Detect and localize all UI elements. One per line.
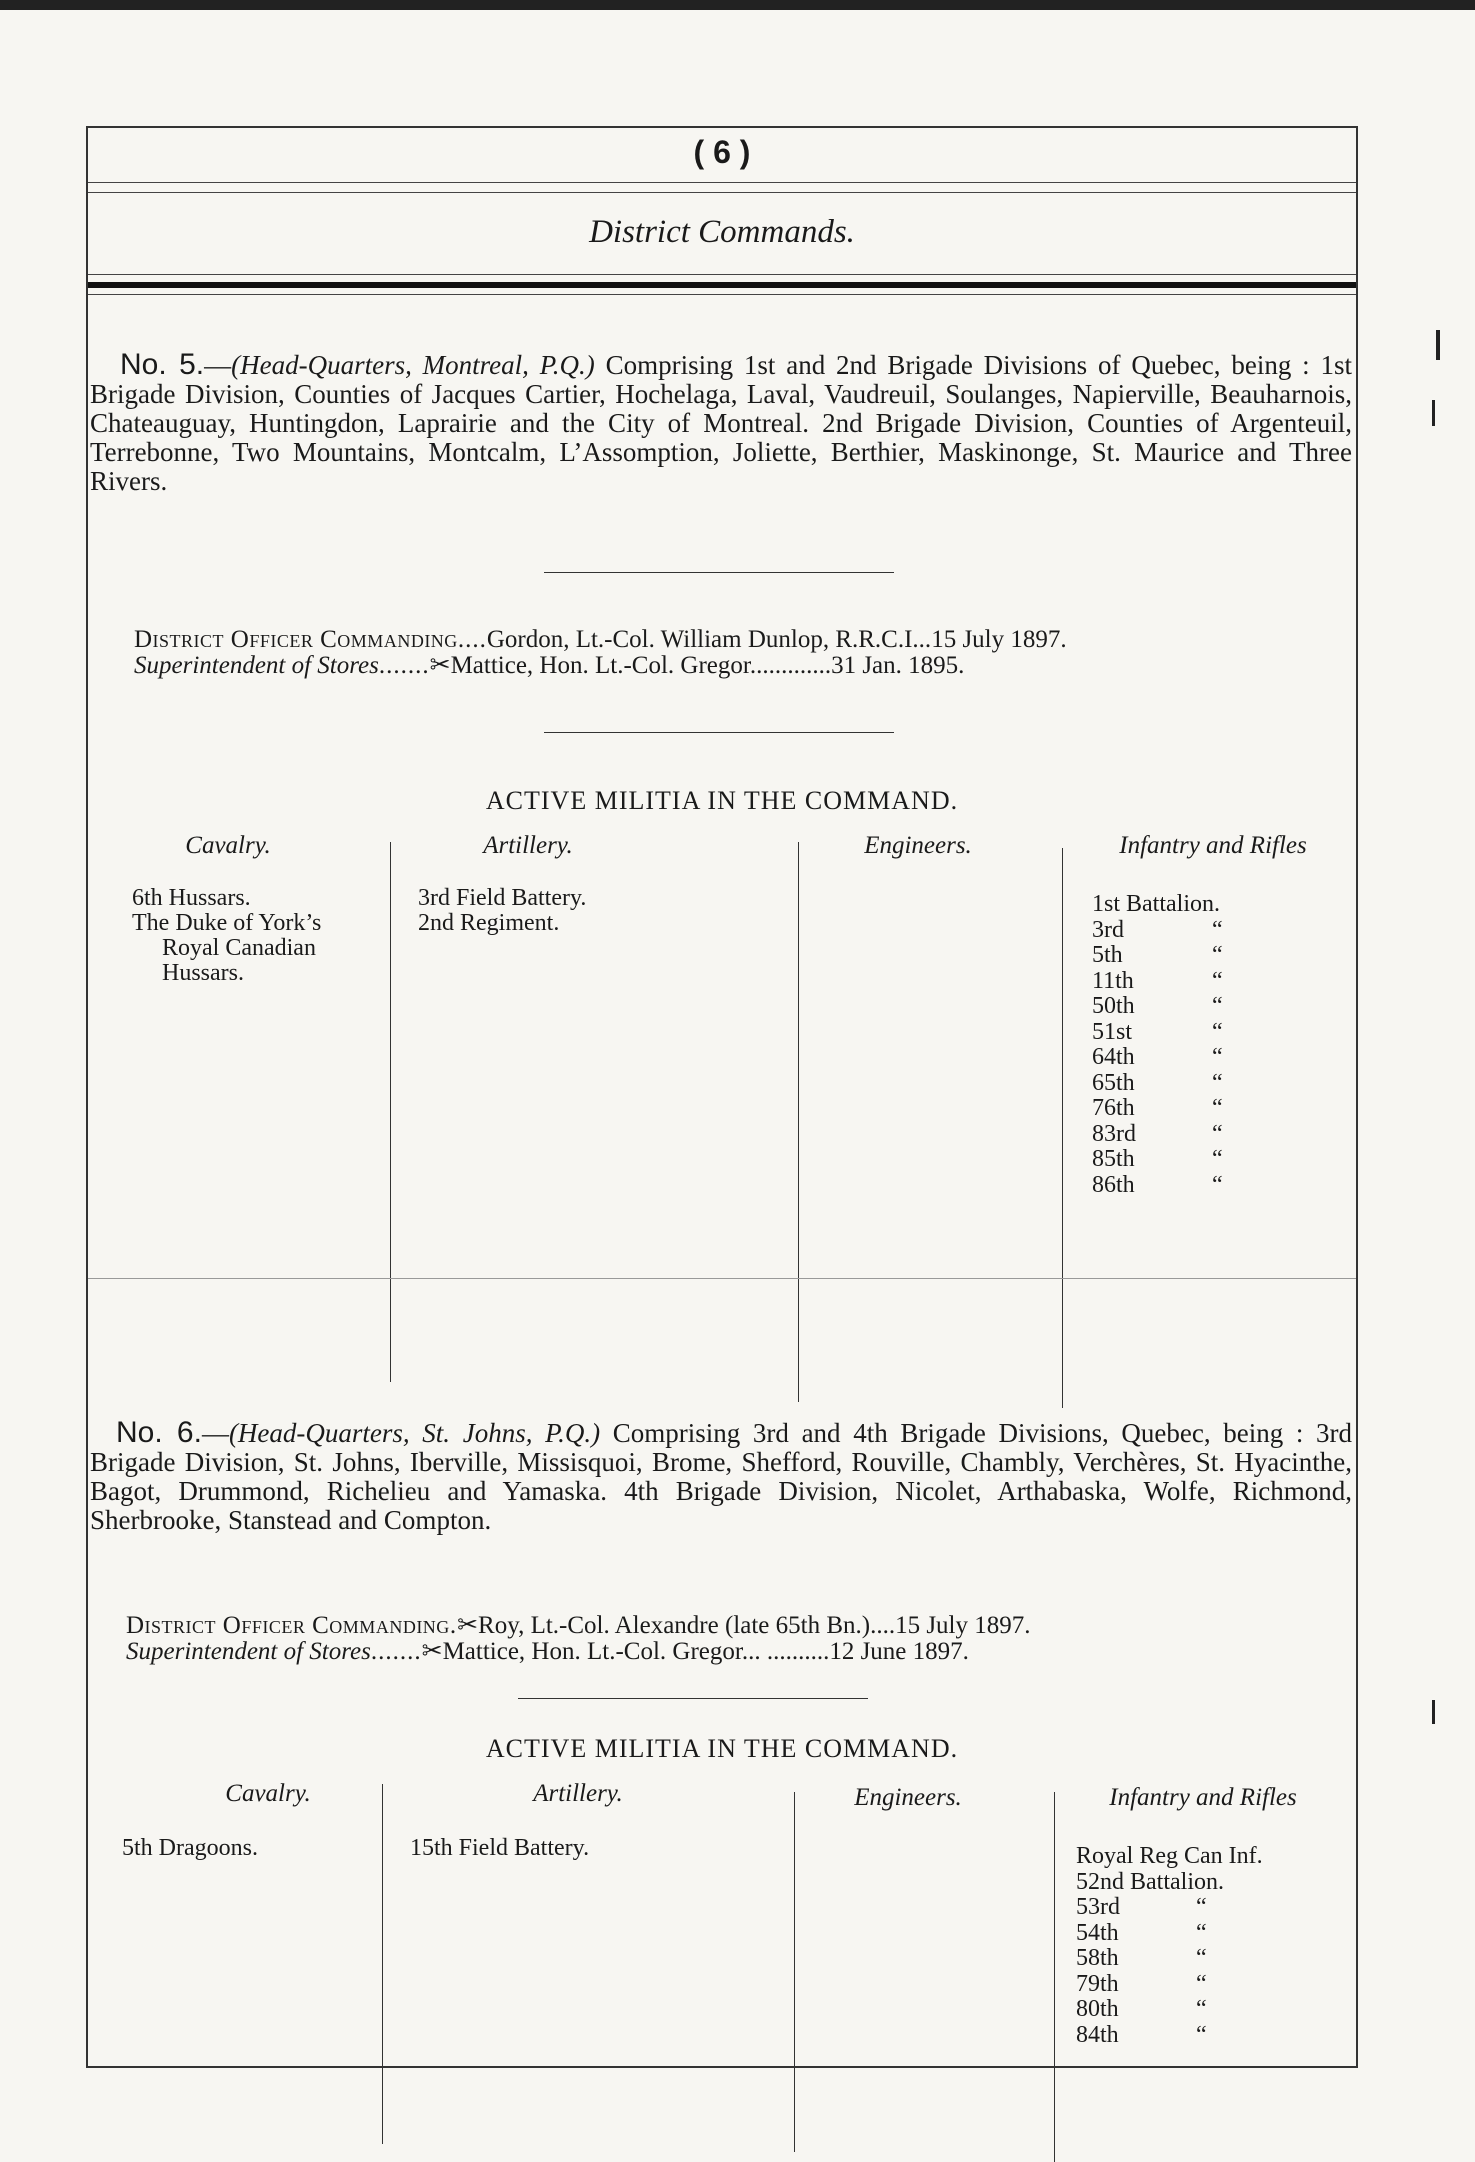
district-6-officer-line: District Officer Commanding.✂Roy, Lt.-Col. Alexandre (late 65th Bn.)....15 July 1897.: [126, 1612, 1031, 1639]
list-item: 50th “: [1092, 993, 1223, 1019]
stores-label: Superintendent of Stores: [134, 652, 379, 679]
section-divider: [518, 1698, 868, 1699]
district-5-cavalry-list: [132, 886, 321, 986]
stores-date: 12 June 1897.: [829, 1638, 969, 1665]
officer-label: District Officer Commanding: [134, 626, 458, 653]
list-item: 2nd Regiment.: [418, 910, 560, 936]
list-item: 65th “: [1092, 1069, 1223, 1096]
col-cavalry: Cavalry.: [185, 832, 271, 859]
list-item: 52nd Battalion.: [1076, 1868, 1224, 1895]
section-divider: [544, 732, 894, 733]
title-rule: [88, 274, 1356, 275]
page-frame: [86, 126, 1358, 2068]
column-divider: [798, 842, 799, 1402]
officer-name: Roy, Lt.-Col. Alexandre (late 65th Bn.)....: [478, 1612, 896, 1639]
title-rule: [88, 294, 1356, 295]
list-item: 84th “: [1076, 2021, 1207, 2048]
list-item: 5th “: [1092, 942, 1223, 968]
header-rule: [88, 192, 1356, 193]
officer-name: Gordon, Lt.-Col. William Dunlop, R.R.C.I...: [486, 626, 932, 653]
page-title: District Commands.: [589, 214, 855, 250]
district-6-cavalry-list: [122, 1836, 258, 1861]
district-5-infantry-list: [1092, 891, 1223, 1198]
district-5-headquarters: (Head-Quarters, Montreal, P.Q.): [231, 350, 595, 380]
district-5-artillery-list: [418, 886, 586, 936]
list-item: 6th Hussars.: [132, 885, 251, 911]
district-5-officer-line: District Officer Commanding....Gordon, Lt.-Col. William Dunlop, R.R.C.I...15 July 1897.: [134, 626, 1067, 653]
scissors-icon: ✂: [457, 1612, 479, 1639]
district-6-description: No. 6.—(Head-Quarters, St. Johns, P.Q.) Comprising 3rd and 4th Brigade Divisions, Quebec, being : 3rd Brigade Division, St. Johns, Iberville, Missisquoi, Brome, Shefford, Rouville, Chambly, Verchères, St. Hyacinthe, Bagot, Drummond, Richelieu and Yamaska. 4th Brigade Division, Nicolet, Arthabaska, Wolfe, Richmond, Sherbrooke, Stanstead and Compton.: [90, 1416, 1353, 1535]
section-separator: [88, 1278, 1356, 1279]
district-6-stores-line: Superintendent of Stores.......✂Mattice, Hon. Lt.-Col. Gregor... ..........12 June 1897.: [126, 1638, 969, 1665]
list-item: 3rd Field Battery.: [418, 885, 587, 911]
district-6-militia-heading: ACTIVE MILITIA IN THE COMMAND.: [485, 1734, 959, 1763]
list-item: 54th “: [1076, 1919, 1207, 1946]
column-divider: [1062, 848, 1063, 1408]
stores-label: Superintendent of Stores: [126, 1638, 371, 1665]
list-item: 64th “: [1092, 1044, 1223, 1070]
scan-margin-mark: [1432, 400, 1435, 426]
list-item: 53rd “: [1076, 1894, 1207, 1920]
district-6-text: Comprising 3rd and 4th Brigade Divisions, Quebec, being : 3rd Brigade Division, St. Johns, Iberville, Missisquoi, Brome, Shefford, Rouville, Chambly, Verchères, St. Hyacinthe, Bagot, Drummond, Richelieu and Yamaska. 4th Brigade Division, Nicolet, Arthabaska, Wolfe, Richmond, Sherbrooke, Stanstead and Compton.: [90, 1418, 1353, 1535]
scan-margin-mark: [1432, 1700, 1435, 1724]
list-item: 76th “: [1092, 1095, 1223, 1121]
list-item: 51st “: [1092, 1018, 1223, 1045]
list-item: 80th “: [1076, 1996, 1207, 2022]
district-5-stores-line: Superintendent of Stores.......✂Mattice, Hon. Lt.-Col. Gregor.............31 Jan. 1895.: [134, 652, 965, 679]
list-item: The Duke of York’s: [132, 910, 322, 936]
col-engineers: Engineers.: [864, 832, 972, 859]
title-rule-thick: [88, 282, 1356, 288]
stores-name: Mattice, Hon. Lt.-Col. Gregor.............: [450, 652, 832, 679]
scan-margin-mark: [1436, 330, 1440, 360]
scan-top-border: [0, 0, 1475, 10]
list-item: 58th “: [1076, 1945, 1207, 1971]
district-6-infantry-list: [1076, 1844, 1263, 2048]
column-divider: [794, 1792, 795, 2152]
list-item: 86th “: [1092, 1171, 1223, 1198]
col-artillery: Artillery.: [533, 1780, 623, 1807]
list-item: 83rd “: [1092, 1120, 1223, 1147]
list-item: 5th Dragoons.: [122, 1835, 258, 1861]
column-divider: [390, 842, 391, 1382]
list-item: 85th “: [1092, 1146, 1223, 1172]
section-divider: [544, 572, 894, 573]
column-divider: [382, 1784, 383, 2144]
list-item: 1st Battalion.: [1092, 891, 1220, 917]
officer-label: District Officer Commanding: [126, 1612, 450, 1639]
district-5-militia-heading: ACTIVE MILITIA IN THE COMMAND.: [485, 786, 959, 815]
col-artillery: Artillery.: [483, 832, 573, 859]
district-5-description: No. 5.—(Head-Quarters, Montreal, P.Q.) Comprising 1st and 2nd Brigade Divisions of Quebec, being : 1st Brigade Division, Counties of Jacques Cartier, Hochelaga, Laval, Vaudreuil, Soulanges, Napierville, Beauharnois, Chateauguay, Huntingdon, Laprairie and the City of Montreal. 2nd Brigade Division, Counties of Argenteuil, Terrebonne, Two Mountains, Montcalm, L’Assomption, Joliette, Berthier, Maskinonge, St. Maurice and Three Rivers.: [90, 348, 1352, 496]
officer-date: 15 July 1897.: [895, 1612, 1031, 1639]
district-6-artillery-list: [410, 1836, 589, 1861]
list-item: 3rd “: [1092, 916, 1223, 943]
list-item: 11th “: [1092, 967, 1223, 994]
list-item: Hussars.: [162, 960, 244, 986]
district-6-headquarters: (Head-Quarters, St. Johns, P.Q.): [228, 1418, 601, 1448]
list-item: 79th “: [1076, 1970, 1207, 1997]
scissors-icon: ✂: [429, 652, 451, 679]
stores-date: 31 Jan. 1895.: [831, 652, 965, 679]
col-infantry: Infantry and Rifles: [1119, 832, 1307, 859]
col-engineers: Engineers.: [854, 1784, 962, 1811]
column-divider: [1054, 1792, 1055, 2162]
list-item: Royal Canadian: [162, 935, 316, 961]
list-item: Royal Reg Can Inf.: [1076, 1843, 1263, 1869]
col-infantry: Infantry and Rifles: [1109, 1784, 1297, 1811]
col-cavalry: Cavalry.: [225, 1780, 311, 1807]
header-rule: [88, 182, 1356, 183]
district-5-number: No. 5.: [120, 348, 205, 381]
district-5-text: Comprising 1st and 2nd Brigade Divisions of Quebec, being : 1st Brigade Division, Counties of Jacques Cartier, Hochelaga, Laval, Vaudreuil, Soulanges, Napierville, Beauharnois, Chateauguay, Huntingdon, Laprairie and the City of Montreal. 2nd Brigade Division, Counties of Argenteuil, Terrebonne, Two Mountains, Montcalm, L’Assomption, Joliette, Berthier, Maskinonge, St. Maurice and Three Rivers.: [90, 350, 1352, 496]
officer-date: 15 July 1897.: [931, 626, 1067, 653]
list-item: 15th Field Battery.: [410, 1835, 590, 1861]
page-number: ( 6 ): [693, 134, 751, 170]
stores-name: Mattice, Hon. Lt.-Col. Gregor... ..........: [442, 1638, 830, 1665]
scissors-icon: ✂: [421, 1638, 443, 1665]
district-6-number: No. 6.: [116, 1416, 202, 1449]
